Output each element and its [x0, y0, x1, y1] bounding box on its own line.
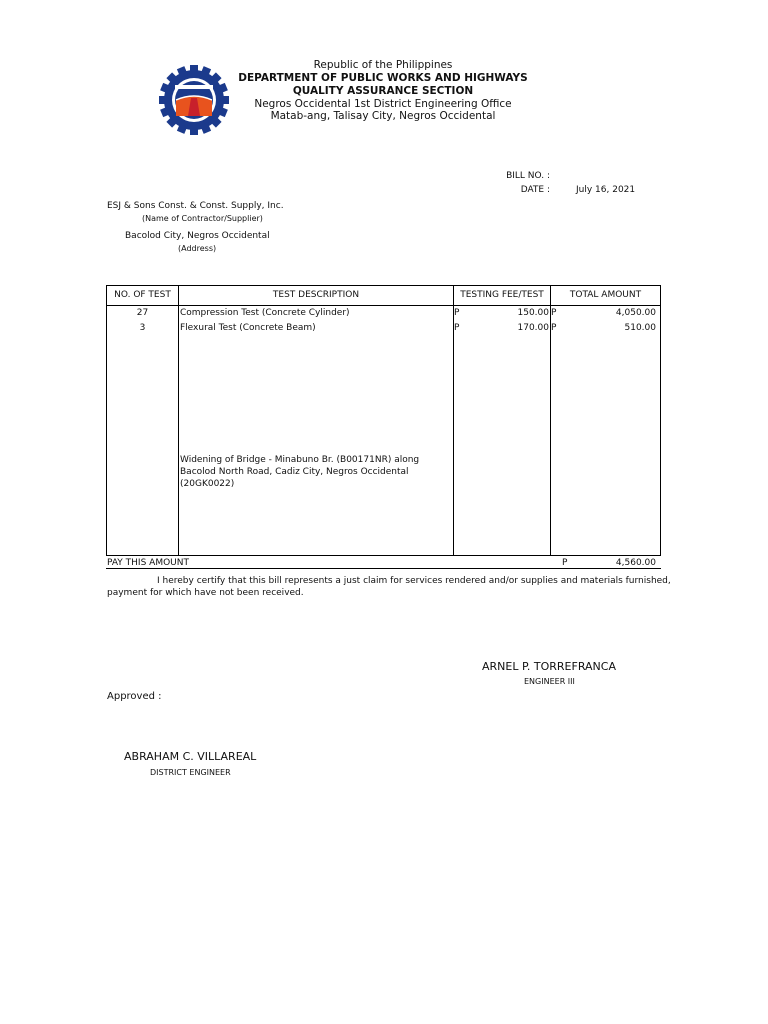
row1-desc: Compression Test (Concrete Cylinder) [180, 308, 350, 318]
date-label: DATE : [520, 185, 550, 195]
pay-row-underline [106, 568, 661, 569]
row1-amount-currency: P [551, 308, 557, 318]
approver-name: ABRAHAM C. VILLAREAL [124, 750, 257, 763]
approved-label: Approved : [107, 691, 162, 702]
header-department: DEPARTMENT OF PUBLIC WORKS AND HIGHWAYS [238, 72, 528, 84]
approver-title: DISTRICT ENGINEER [150, 768, 231, 777]
row2-desc: Flexural Test (Concrete Beam) [180, 323, 316, 333]
col-header-total-amount: TOTAL AMOUNT [569, 290, 642, 300]
signatory-title: ENGINEER III [524, 677, 575, 686]
row2-qty: 3 [139, 323, 146, 333]
contractor-name-caption: (Name of Contractor/Supplier) [142, 214, 263, 223]
row2-fee: 170.00 [517, 323, 549, 333]
row2-fee-currency: P [454, 323, 460, 333]
project-description: Widening of Bridge - Minabuno Br. (B00171NR) along Bacolod North Road, Cadiz City, Negros Occidental (20GK0022) [180, 455, 420, 489]
row2-amount-currency: P [551, 323, 557, 333]
row1-amount: 4,050.00 [615, 308, 656, 318]
contractor-address: Bacolod City, Negros Occidental [125, 231, 270, 241]
col-header-test-description: TEST DESCRIPTION [272, 290, 360, 300]
contractor-name: ESJ & Sons Const. & Const. Supply, Inc. [107, 201, 284, 211]
table-header-divider [106, 305, 661, 306]
row2-amount: 510.00 [624, 323, 656, 333]
col-header-no-of-test: NO. OF TEST [114, 290, 171, 300]
row1-fee-currency: P [454, 308, 460, 318]
contractor-address-caption: (Address) [178, 244, 217, 253]
table-border-top [106, 285, 661, 286]
header-section: QUALITY ASSURANCE SECTION [292, 85, 474, 97]
pay-amount: 4,560.00 [615, 558, 656, 568]
pay-currency: P [562, 558, 568, 568]
certification-line2: payment for which have not been received. [107, 588, 304, 598]
col-header-testing-fee: TESTING FEE/TEST [460, 290, 544, 300]
bill-no-label: BILL NO. : [506, 171, 550, 181]
date-value: July 16, 2021 [576, 185, 636, 195]
certification-line1: I hereby certify that this bill represents a just claim for services rendered and/or supplies and materials furnished, [157, 576, 671, 586]
header-office: Negros Occidental 1st District Engineering Office [254, 98, 512, 110]
table-body-bottom [106, 555, 661, 556]
table-border-right [660, 285, 661, 556]
row1-qty: 27 [136, 308, 149, 318]
header-republic: Republic of the Philippines [313, 59, 453, 71]
pay-label: PAY THIS AMOUNT [107, 558, 189, 568]
signatory-name: ARNEL P. TORREFRANCA [482, 660, 616, 673]
row1-fee: 150.00 [517, 308, 549, 318]
header-address: Matab-ang, Talisay City, Negros Occidental [270, 110, 496, 122]
